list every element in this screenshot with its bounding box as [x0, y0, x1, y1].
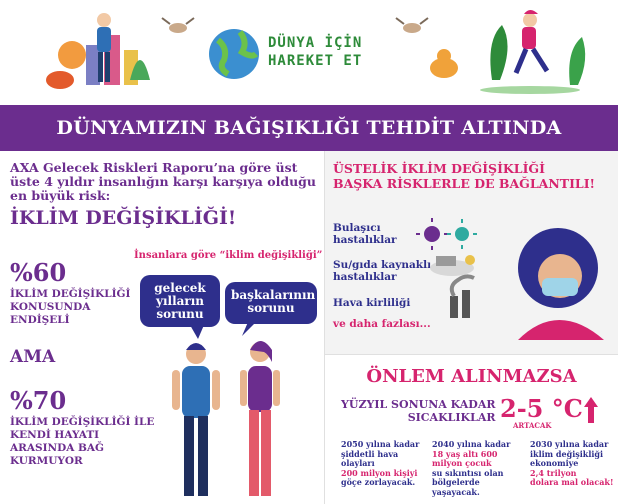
- fact-text: 2050 yılına kadar şiddetli hava olayları: [341, 439, 420, 468]
- globe-logo-icon: [209, 29, 259, 79]
- logo-line: DÜNYA İÇİN: [268, 35, 363, 51]
- risk-line: hastalıklar: [333, 271, 397, 283]
- cat-icon: [430, 49, 458, 78]
- fact-2050: [341, 440, 426, 488]
- century-line: SICAKLIKLAR: [407, 411, 496, 424]
- main-risk: İKLİM DEĞİŞİKLİĞİ!: [10, 207, 237, 229]
- masked-person-illustration: [518, 228, 604, 340]
- people-illustration: [160, 320, 290, 504]
- logo-text: [268, 34, 362, 70]
- stat-70-text: İKLİM DEĞİŞİKLİĞİ İLE KENDİ HAYATI ARASINDA BAĞ KURMUYOR: [10, 416, 155, 467]
- risk-air-pollution: Hava kirliliği: [333, 297, 411, 309]
- intro-text: AXA Gelecek Riskleri Raporu’na göre üst üste 4 yıldır insanlığın karşı karşıya olduğu en büyük risk:: [10, 160, 316, 203]
- century-line: YÜZYIL SONUNA KADAR: [341, 398, 496, 411]
- city-walker-illustration: [46, 13, 150, 89]
- woman-figure: [240, 341, 280, 496]
- ama-label: AMA: [10, 347, 56, 367]
- title-banner: [0, 105, 618, 151]
- century-label: [341, 398, 496, 424]
- risk-line: hastalıklar: [333, 234, 397, 246]
- fact-highlight: 18 yaş altı 600 milyon çocuk: [432, 448, 498, 468]
- horizontal-divider: [325, 354, 618, 355]
- virus-icon: [416, 218, 448, 250]
- stat-70: %70: [10, 386, 67, 415]
- factory-smoke-icon: [450, 276, 474, 318]
- header: [0, 0, 618, 105]
- man-figure: [172, 343, 220, 496]
- risk-line: Bulaşıcı: [333, 222, 381, 234]
- arrow-up-icon: [584, 397, 598, 423]
- linked-risks-title-line: BAŞKA RİSKLERLE DE BAĞLANTILI!: [333, 176, 596, 191]
- fact-highlight: 2,4 trilyon: [530, 467, 577, 478]
- warning-title: ÖNLEM ALINMAZSA: [366, 366, 577, 387]
- speech-bubble-others: başkalarının sorunu: [225, 282, 317, 324]
- linked-risks-title: [333, 161, 595, 191]
- stat-60-text: İKLİM DEĞİŞİKLİĞİ KONUSUNDA ENDİŞELİ: [10, 288, 131, 326]
- risk-more: ve daha fazlası...: [333, 318, 431, 330]
- risk-line: Su/gıda kaynaklı: [333, 259, 432, 271]
- fact-text: göçe zorlayacak.: [341, 477, 416, 487]
- fact-text: su sıkıntısı olan bölgelerde yaşayacak.: [432, 467, 504, 497]
- bird-icon: [162, 18, 194, 33]
- runner-illustration: [480, 10, 585, 94]
- quote-label: İnsanlara göre “iklim değişikliği”: [134, 250, 323, 261]
- fact-highlight: dolara mal olacak!: [530, 477, 614, 487]
- fact-highlight: 200 milyon kişiyi: [341, 467, 418, 478]
- fact-2030: [530, 440, 615, 488]
- bird-icon: [396, 18, 428, 33]
- fact-text: 2040 yılına kadar: [432, 439, 511, 449]
- linked-risks-title-line: ÜSTELİK İKLİM DEĞİŞİKLİĞİ: [333, 161, 545, 176]
- logo-line: HAREKET ET: [268, 53, 363, 69]
- banner-title: DÜNYAMIZIN BAĞIŞIKLIĞI TEHDİT ALTINDA: [56, 117, 562, 139]
- water-pipe-icon: [430, 255, 475, 276]
- fact-2040: [432, 440, 522, 497]
- temperature-rise: 2-5 °C: [500, 394, 583, 423]
- speech-bubble-future: gelecek yılların sorunu: [140, 275, 220, 327]
- stat-60: %60: [10, 258, 67, 287]
- risk-infectious: [333, 222, 397, 246]
- increase-label: ARTACAK: [513, 421, 552, 430]
- bacteria-icon: [447, 219, 477, 249]
- risk-illustrations: [410, 216, 618, 340]
- fact-text: 2030 yılına kadar iklim değişikliği ekonomiye: [530, 439, 609, 468]
